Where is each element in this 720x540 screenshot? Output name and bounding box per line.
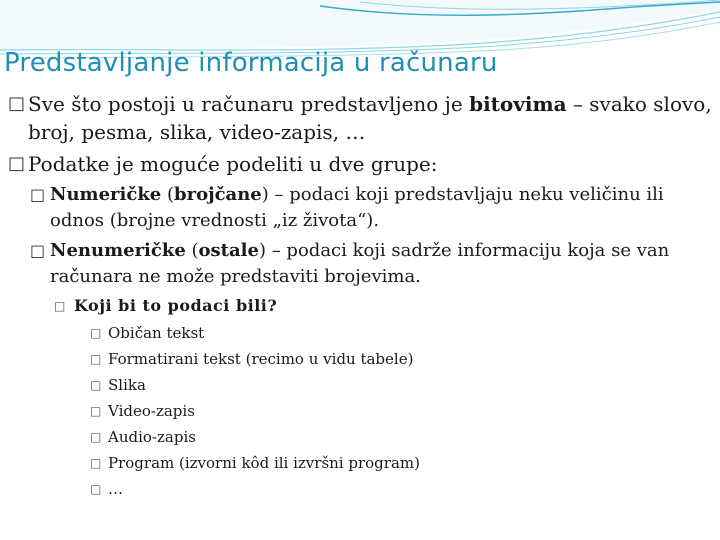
bullet-square-icon: □ [30,185,46,204]
bullet-text-pre: Sve što postoji u računaru predstavljeno je [28,92,470,116]
example-item [90,424,716,450]
example-text: Običan tekst [108,324,205,342]
group-paren-open: ( [161,184,174,205]
example-text: Formatirani tekst (recimo u vidu tabele) [108,350,414,368]
example-text: Audio-zapis [108,428,196,446]
bullet-square-icon: □ [90,378,102,392]
group-name: Numeričke [50,184,162,205]
slide-title: Predstavljanje informacija u računaru [4,48,498,78]
example-text: Slika [108,376,146,394]
bullet-point-bits [8,90,716,146]
bullet-point-groups [8,150,716,178]
example-item [90,372,716,398]
group-description: ) – podaci koji predstavljaju neku veličinu ili odnos (brojne vrednosti „iz života“). [50,184,664,231]
group-non-numeric [30,238,716,290]
bullet-square-icon: □ [90,430,102,444]
group-name: Nenumeričke [50,240,186,261]
example-text: … [108,480,123,498]
group-numeric [30,182,716,234]
bullet-text-strong: bitovima [469,92,567,116]
group-description: ) – podaci koji sadrže informaciju koja se van računara ne može predstaviti brojevima. [50,240,670,287]
bullet-square-icon: □ [90,482,102,496]
bullet-text: Podatke je moguće podeliti u dve grupe: [28,152,438,176]
slide-content [8,90,716,502]
example-item [90,320,716,346]
example-text: Program (izvorni kôd ili izvršni program) [108,454,420,472]
bullet-text-post: – svako slovo, broj, pesma, slika, video-zapis, … [28,92,712,144]
bullet-square-icon: □ [90,352,102,366]
example-text: Video-zapis [108,402,195,420]
group-alt-name: brojčane [174,184,262,205]
question-item [54,294,716,318]
example-item [90,346,716,372]
question-text: Koji bi to podaci bili? [74,296,278,315]
bullet-square-icon: □ [90,456,102,470]
bullet-square-icon: □ [8,153,26,174]
bullet-square-icon: □ [8,93,26,114]
example-item [90,398,716,424]
bullet-square-icon: □ [54,299,66,313]
bullet-square-icon: □ [90,326,102,340]
bullet-square-icon: □ [30,241,46,260]
example-item [90,450,716,476]
group-paren-open: ( [185,240,199,261]
group-alt-name: ostale [198,240,259,261]
bullet-square-icon: □ [90,404,102,418]
example-item [90,476,716,502]
